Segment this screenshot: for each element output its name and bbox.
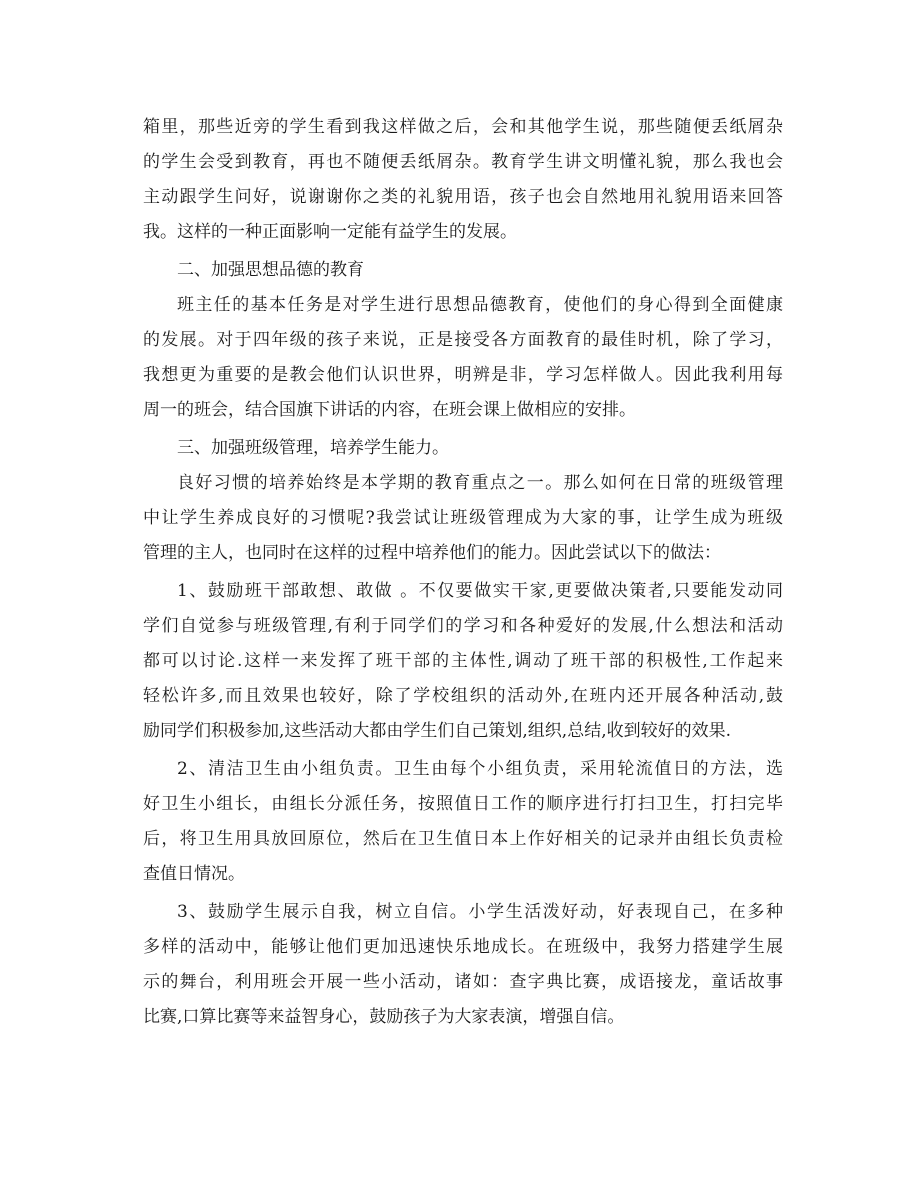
text-line: 查值日情况。 bbox=[143, 864, 245, 884]
text-line: 我想更为重要的是教会他们认识世界，明辨是非，学习怎样做人。因此我利用每 bbox=[143, 365, 783, 385]
text-line: 示的舞台，利用班会开展一些小活动，诸如：查字典比赛，成语接龙，童话故事 bbox=[143, 972, 783, 992]
text-line: 箱里，那些近旁的学生看到我这样做之后，会和其他学生说，那些随便丢纸屑杂 bbox=[143, 117, 783, 137]
paragraph-continuation bbox=[143, 110, 783, 250]
text-line: 管理的主人，也同时在这样的过程中培养他们的能力。因此尝试以下的做法： bbox=[143, 543, 721, 563]
text-line: 班主任的基本任务是对学生进行思想品德教育，使他们的身心得到全面健康 bbox=[177, 295, 783, 315]
text-line: 我。这样的一种正面影响一定能有益学生的发展。 bbox=[143, 222, 517, 242]
text-line: 良好习惯的培养始终是本学期的教育重点之一。那么如何在日常的班级管理 bbox=[177, 473, 783, 493]
paragraph-habits bbox=[143, 466, 783, 571]
section-heading-3: 三、加强班级管理，培养学生能力。 bbox=[177, 438, 449, 458]
text-line: 中让学生养成良好的习惯呢?我尝试让班级管理成为大家的事，让学生成为班级 bbox=[143, 508, 783, 528]
text-line: 的发展。对于四年级的孩子来说，正是接受各方面教育的最佳时机，除了学习， bbox=[143, 330, 783, 350]
text-line: 学们自觉参与班级管理,有利于同学们的学习和各种爱好的发展,什么想法和活动 bbox=[143, 616, 783, 636]
text-line: 1、鼓励班干部敢想、敢做 。不仅要做实干家,更要做决策者,只要能发动同 bbox=[177, 581, 783, 601]
paragraph-item-1 bbox=[143, 574, 783, 749]
text-line: 都可以讨论.这样一来发挥了班干部的主体性,调动了班干部的积极性,工作起来 bbox=[143, 651, 783, 671]
text-line: 3、鼓励学生展示自我，树立自信。小学生活泼好动，好表现自己，在多种 bbox=[177, 902, 783, 922]
text-line: 的学生会受到教育，再也不随便丢纸屑杂。教育学生讲文明懂礼貌，那么我也会 bbox=[143, 152, 783, 172]
section-heading-2: 二、加强思想品德的教育 bbox=[177, 260, 364, 280]
paragraph-moral-education bbox=[143, 288, 783, 428]
text-line: 好卫生小组长，由组长分派任务，按照值日工作的顺序进行打扫卫生，打扫完毕 bbox=[143, 794, 783, 814]
paragraph-item-3 bbox=[143, 895, 783, 1035]
text-line: 轻松许多,而且效果也较好，除了学校组织的活动外,在班内还开展各种活动,鼓 bbox=[143, 686, 783, 706]
text-line: 多样的活动中，能够让他们更加迅速快乐地成长。在班级中，我努力搭建学生展 bbox=[143, 937, 783, 957]
document-body bbox=[143, 110, 783, 1035]
text-line: 2、清洁卫生由小组负责。卫生由每个小组负责，采用轮流值日的方法，选 bbox=[177, 759, 783, 779]
text-line: 主动跟学生问好，说谢谢你之类的礼貌用语，孩子也会自然地用礼貌用语来回答 bbox=[143, 187, 783, 207]
text-line: 励同学们积极参加,这些活动大都由学生们自己策划,组织,总结,收到较好的效果. bbox=[143, 721, 732, 741]
text-line: 周一的班会，结合国旗下讲话的内容，在班会课上做相应的安排。 bbox=[143, 400, 636, 420]
text-line: 后，将卫生用具放回原位，然后在卫生值日本上作好相关的记录并由组长负责检 bbox=[143, 829, 783, 849]
paragraph-item-2 bbox=[143, 752, 783, 892]
text-line: 比赛,口算比赛等来益智身心，鼓励孩子为大家表演，增强自信。 bbox=[143, 1007, 625, 1027]
